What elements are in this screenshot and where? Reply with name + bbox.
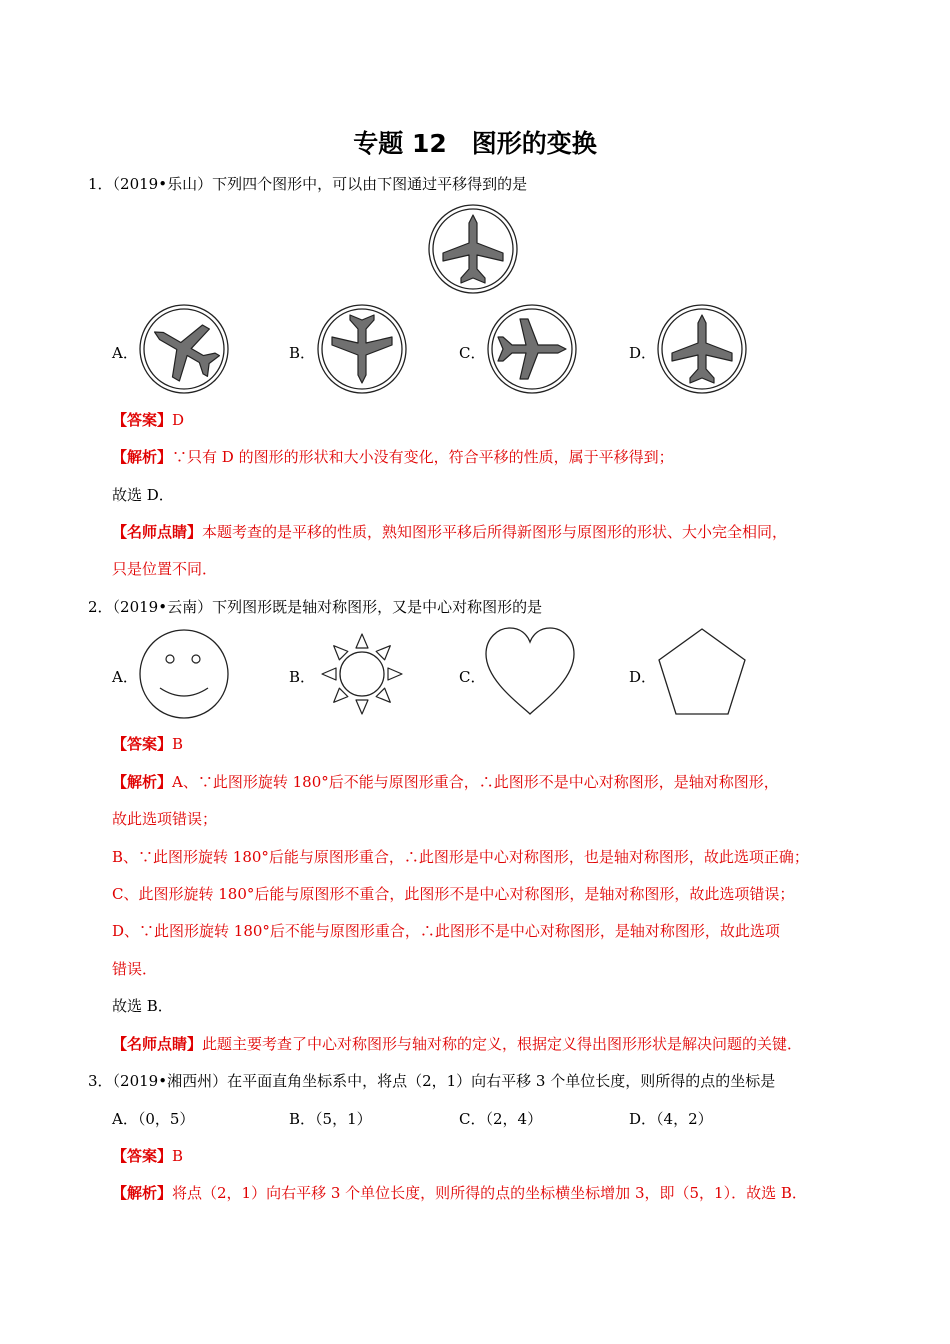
q1-option-b-figure (316, 303, 408, 395)
q3-option-d: D．（4，2） (629, 1110, 713, 1128)
q3-answer (112, 1145, 183, 1166)
comment-text: 本题考查的是平移的性质，熟知图形平移后所得新图形与原图形的形状、大小完全相同， (202, 523, 788, 541)
q1-option-d-label: D． (629, 344, 657, 362)
q2-option-c-label: C． (459, 668, 486, 686)
q1-option-b-label: B． (289, 344, 316, 362)
q2-analysis-line-5: D、∵此图形旋转 180°后不能与原图形重合，∴此图形不是中心对称图形，是轴对称图形，故此选项 (112, 922, 780, 940)
answer-tag: 【答案】 (112, 1147, 173, 1165)
answer-value: B (172, 735, 184, 753)
q1-option-d-figure (656, 303, 748, 395)
q2-option-b-label: B． (289, 668, 316, 686)
q1-comment-line-2: 只是位置不同． (112, 560, 218, 578)
answer-tag: 【答案】 (112, 411, 173, 429)
question-3-stem: 3．（2019•湘西州）在平面直角坐标系中，将点（2，1）向右平移 3 个单位长度，则所得的点的坐标是 (88, 1072, 776, 1090)
analysis-text: 将点（2，1）向右平移 3 个单位长度，则所得的点的坐标横坐标增加 3，即（5，1）．故选 B． (172, 1184, 807, 1202)
q2-option-d-pentagon (656, 628, 748, 718)
q1-original-figure (427, 203, 519, 295)
q1-option-c-label: C． (459, 344, 486, 362)
comment-tag: 【名师点睛】 (112, 523, 203, 541)
q1-answer (112, 409, 184, 430)
q2-analysis (112, 771, 779, 792)
answer-value: B (172, 1147, 184, 1165)
comment-text: 此题主要考查了中心对称图形与轴对称的定义，根据定义得出图形形状是解决问题的关键． (202, 1035, 803, 1053)
q1-option-a-label: A． (112, 344, 138, 362)
analysis-text: ∵只有 D 的图形的形状和大小没有变化，符合平移的性质，属于平移得到； (172, 448, 674, 466)
q2-analysis-line-6: 错误． (112, 960, 158, 978)
q2-option-a-label: A． (112, 668, 138, 686)
question-1-stem: 1．（2019•乐山）下列四个图形中，可以由下图通过平移得到的是 (88, 175, 528, 193)
q3-option-a: A．（0，5） (112, 1110, 195, 1128)
q3-option-b: B．（5，1） (289, 1110, 372, 1128)
q3-option-c: C．（2，4） (459, 1110, 543, 1128)
question-2-stem: 2．（2019•云南）下列图形既是轴对称图形，又是中心对称图形的是 (88, 598, 543, 616)
q2-option-a-smiley (138, 628, 230, 720)
analysis-tag: 【解析】 (112, 448, 173, 466)
q1-option-c-figure (486, 303, 578, 395)
analysis-tag: 【解析】 (112, 1184, 173, 1202)
q2-option-c-heart (484, 626, 576, 718)
q1-conclusion: 故选 D． (112, 486, 174, 504)
q2-comment (112, 1033, 802, 1054)
page-title: 专题 12 图形的变换 (353, 129, 597, 158)
q2-answer (112, 733, 183, 754)
q2-option-d-label: D． (629, 668, 657, 686)
q2-analysis-line-3: B、∵此图形旋转 180°后能与原图形重合，∴此图形是中心对称图形，也是轴对称图形，故此选项正确； (112, 848, 809, 866)
q1-analysis (112, 446, 674, 467)
q3-analysis (112, 1182, 807, 1203)
q2-analysis-line-2: 故此选项错误； (112, 810, 218, 828)
analysis-tag: 【解析】 (112, 773, 173, 791)
q2-analysis-line-4: C、此图形旋转 180°后能与原图形不重合，此图形不是中心对称图形，是轴对称图形，故此选项错误； (112, 885, 795, 903)
q1-option-a-figure (138, 303, 230, 395)
analysis-text: A、∵此图形旋转 180°后不能与原图形重合，∴此图形不是中心对称图形，是轴对称图形， (172, 773, 779, 791)
q1-comment (112, 521, 787, 542)
q2-option-b-sun (318, 630, 406, 718)
comment-tag: 【名师点睛】 (112, 1035, 203, 1053)
q2-conclusion: 故选 B． (112, 997, 173, 1015)
answer-value: D (172, 411, 185, 429)
answer-tag: 【答案】 (112, 735, 173, 753)
